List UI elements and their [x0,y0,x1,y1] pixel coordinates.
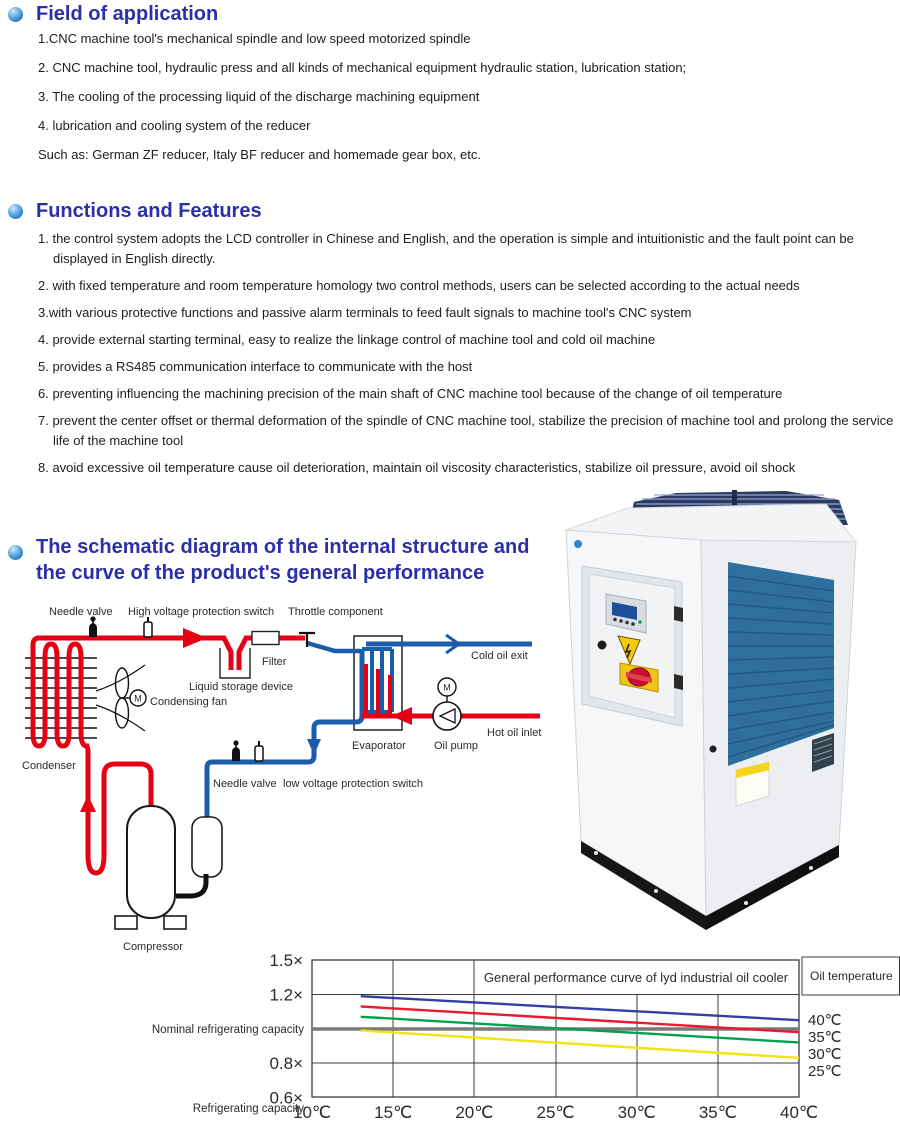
feature-item: 3.with various protective functions and passive alarm terminals to feed fault signals to machine tool's CNC system [38,305,692,320]
lv-switch-label: low voltage protection switch [283,778,424,790]
lv-protection-switch-icon [255,741,263,761]
y-tick: 0.6× [269,1088,303,1108]
condensing-fan-label: Condensing fan [150,696,228,708]
needle-valve2-label: Needle valve [213,778,277,790]
evaporator-label: Evaporator [352,740,406,752]
feature-item: 6. preventing influencing the machining precision of the main shaft of CNC machine tool because of the change of oil temperature [38,386,783,401]
brand-logo-dot [574,540,582,548]
condenser-label: Condenser [22,760,76,772]
filter-label: Filter [262,656,287,668]
performance-chart [140,948,900,1126]
compressor-foot [115,916,137,929]
section-title-schematic [36,534,566,586]
cabinet-front [566,530,706,916]
needle-valve-icon [232,740,240,761]
feature-item: 7. prevent the center offset or thermal deformation of the spindle of CNC machine tool, stabilize the precision of machine tool and prolong the service life of the machine tool [38,413,894,448]
compressor-icon [127,806,175,918]
series-label: 25℃ [808,1063,842,1080]
series-label: 30℃ [808,1046,842,1063]
x-tick: 35℃ [698,1103,737,1122]
series-line-40℃ [361,996,799,1020]
chart-series-lines [361,996,799,1058]
section-bullet-icon [8,7,23,22]
functions-features-list [38,229,894,485]
feature-item: 4. provide external starting terminal, easy to realize the linkage control of machine tool and cold oil machine [38,332,656,347]
throttle-label: Throttle component [288,606,383,618]
section-title-field-of-application: Field of application [36,3,219,25]
oil-pump-label: Oil pump [434,740,479,752]
application-item: 3. The cooling of the processing liquid of the discharge machining equipment [38,89,480,104]
series-line-25℃ [361,1030,799,1057]
series-temperature-labels [808,1012,842,1080]
section-title-functions-features: Functions and Features [36,200,262,222]
application-item: Such as: German ZF reducer, Italy BF reducer and homemade gear box, etc. [38,147,481,162]
x-tick: 30℃ [617,1103,656,1122]
section-bullet-icon [8,545,23,560]
x-tick: 15℃ [374,1103,413,1122]
accumulator-icon [192,817,222,877]
fan-motor-label: M [134,693,142,704]
condenser-fins [25,658,97,738]
x-tick: 20℃ [455,1103,494,1122]
series-label: 40℃ [808,1012,842,1029]
liquid-storage-label: Liquid storage device [189,681,293,693]
compressor-label: Compressor [123,941,183,953]
x-tick: 10℃ [292,1103,332,1122]
feature-item: 5. provides a RS485 communication interface to communicate with the host [38,359,473,374]
schematic-title-line2: the curve of the product's general performance [36,562,485,584]
legend-title: Oil temperature [810,969,893,983]
application-item: 1.CNC machine tool's mechanical spindle and low speed motorized spindle [38,31,471,46]
application-item: 4. lubrication and cooling system of the reducer [38,118,311,133]
hv-protection-switch-icon [144,617,152,637]
x-tick: 25℃ [536,1103,575,1122]
schematic-labels [22,606,541,953]
y-tick: 0.8× [269,1054,303,1073]
needle-valve-label: Needle valve [49,606,113,618]
chart-title: General performance curve of lyd industrial oil cooler [483,970,789,985]
refrigeration-schematic-diagram [0,598,560,960]
cold-oil-exit-label: Cold oil exit [471,650,528,662]
hot-oil-inlet-label: Hot oil inlet [487,727,542,739]
door-lock [598,641,607,650]
schematic-title-line1: The schematic diagram of the internal structure and [36,536,530,558]
pump-motor-label: M [443,682,451,693]
hv-switch-label: High voltage protection switch [128,606,275,618]
x-tick-labels [293,1103,818,1122]
y-tick: 1.5× [269,951,303,970]
feature-item: 8. avoid excessive oil temperature cause oil deterioration, maintain oil viscosity characteristics, stabilize oil pressure, avoid oil shock [38,460,796,475]
section-bullet-icon [8,204,23,219]
needle-valve-icon [89,616,97,637]
x-axis-label: Refrigerating capacity [192,1103,304,1115]
feature-item: 1. the control system adopts the LCD controller in Chinese and English, and the operation is simple and intuitionistic and the fault point can be displayed in English directly. [38,231,854,266]
field-of-application-list [38,30,894,175]
y-axis-label: Nominal refrigerating capacity [151,1024,304,1036]
series-label: 35℃ [808,1029,842,1046]
compressor-foot [164,916,186,929]
liquid-storage-device-icon [220,648,250,678]
y-tick: 1.2× [269,985,303,1005]
x-tick: 40℃ [779,1103,819,1122]
application-item: 2. CNC machine tool, hydraulic press and all kinds of mechanical equipment hydraulic station, lubrication station; [38,60,687,75]
product-photo [556,478,900,950]
feature-item: 2. with fixed temperature and room temperature homology two control methods, users can be selected according to the actual needs [38,278,800,293]
filter-icon [252,632,279,645]
